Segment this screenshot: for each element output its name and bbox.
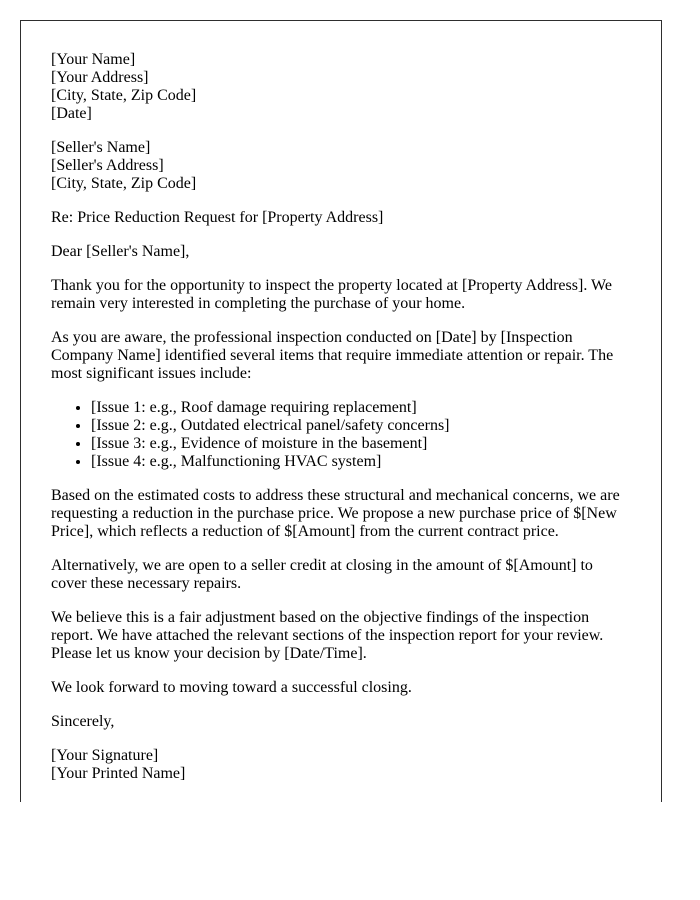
issue-item-4: • [Issue 4: e.g., Malfunctioning HVAC system] [91,453,631,471]
sign-off: Sincerely, [51,713,115,730]
paragraph-justification: We believe this is a fair adjustment based on the objective findings of the inspection report. We have attached the relevant sections of the inspection report for your review. Please let us know your decision by [Date/Time]. [51,609,604,662]
paragraph-price-request: Based on the estimated costs to address these structural and mechanical concerns, we are requesting a reduction in the purchase price. We propose a new purchase price of $[New Price], which reflects a reduction of $[Amount] from the current contract price. [51,487,620,540]
subject-line: Re: Price Reduction Request for [Property Address] [51,209,384,226]
paragraph-inspection-findings: As you are aware, the professional inspection conducted on [Date] by [Inspection Company Name] identified several items that require immediate attention or repair. The most significant issues include: [51,329,614,382]
signature-line: [Your Signature] [51,747,159,764]
recipient-address-line: [Seller's Address] [51,157,164,174]
issue-item-1: • [Issue 1: e.g., Roof damage requiring replacement] [91,399,631,417]
printed-name-line: [Your Printed Name] [51,765,186,782]
paragraph-intro: Thank you for the opportunity to inspect the property located at [Property Address]. We remain very interested in completing the purchase of your home. [51,277,612,312]
recipient-name-line: [Seller's Name] [51,139,151,156]
paragraph-alternative-credit: Alternatively, we are open to a seller credit at closing in the amount of $[Amount] to cover these necessary repairs. [51,557,593,592]
sender-city-state-zip-line: [City, State, Zip Code] [51,87,197,104]
recipient-city-state-zip-line: [City, State, Zip Code] [51,175,197,192]
signature-block [51,747,631,783]
letter-page-frame [20,20,662,802]
salutation: Dear [Seller's Name], [51,243,190,260]
recipient-address-block [51,139,631,193]
sender-address-block [51,51,631,123]
paragraph-closing-outlook: We look forward to moving toward a successful closing. [51,679,412,696]
sender-name-line: [Your Name] [51,51,136,68]
date-line: [Date] [51,105,92,122]
issues-list [51,399,631,471]
sender-address-line: [Your Address] [51,69,149,86]
issue-item-3: • [Issue 3: e.g., Evidence of moisture in the basement] [91,435,631,453]
issue-item-2: • [Issue 2: e.g., Outdated electrical panel/safety concerns] [91,417,631,435]
